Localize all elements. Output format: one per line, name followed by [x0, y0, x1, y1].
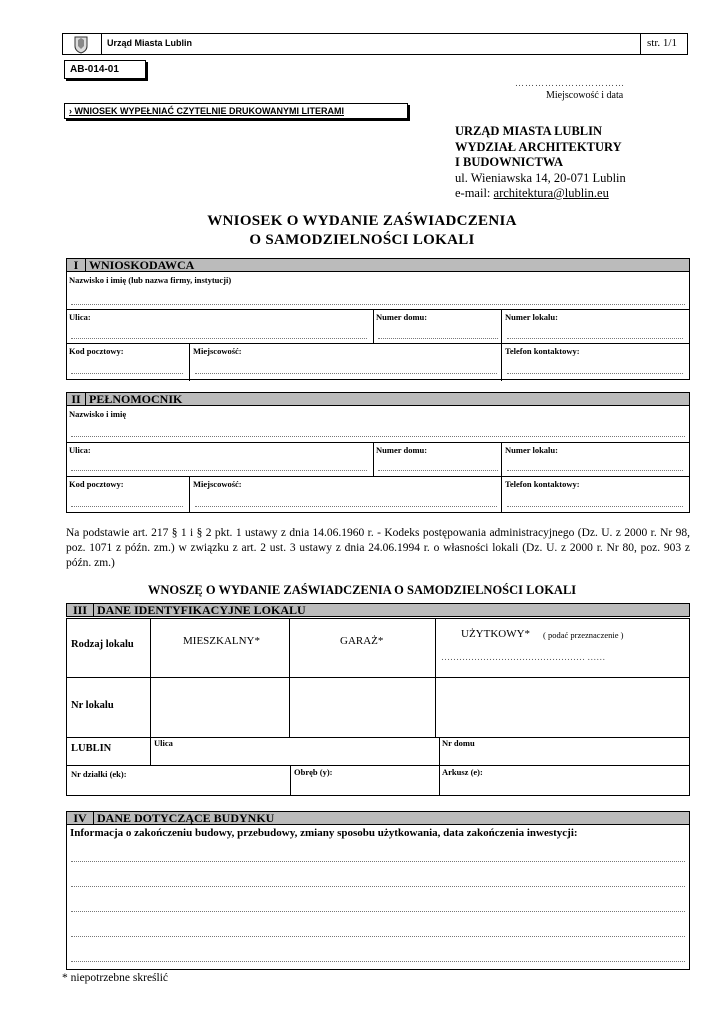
sheet-label: Arkusz (e):: [442, 767, 483, 777]
email-prefix: e-mail:: [455, 186, 494, 200]
section-3-number: III: [72, 603, 87, 617]
title-line-1: WNIOSEK O WYDANIE ZAŚWIADCZENIA: [207, 213, 517, 229]
proxy-house-label: Numer domu:: [376, 445, 428, 455]
commercial-purpose-field[interactable]: ………………………………………… ……: [441, 652, 606, 662]
city-lublin-label: LUBLIN: [71, 743, 112, 754]
applicant-city-label: Miejscowość:: [193, 346, 242, 356]
section-3-table: [66, 618, 690, 796]
proxy-flat-label: Numer lokalu:: [505, 445, 558, 455]
request-heading: WNOSZĘ O WYDANIE ZAŚWIADCZENIA O SAMODZIELNOŚCI LOKALI: [147, 583, 577, 597]
proxy-name-field[interactable]: [71, 436, 685, 437]
address-line-3: I BUDOWNICTWA: [455, 155, 564, 169]
address-line-2: WYDZIAŁ ARCHITEKTURY: [455, 139, 622, 154]
applicant-phone-label: Telefon kontaktowy:: [505, 346, 580, 356]
fill-notice: › WNIOSEK WYPEŁNIAĆ CZYTELNIE DRUKOWANYMI LITERAMI: [64, 103, 408, 119]
section-2-number: II: [71, 392, 81, 406]
type-residential-option[interactable]: MIESZKALNY*: [183, 635, 260, 647]
section-1-table: [66, 271, 690, 380]
title-line-2: O SAMODZIELNOŚCI LOKALI: [249, 232, 475, 248]
applicant-street-field[interactable]: [71, 338, 367, 339]
section-2-title: PEŁNOMOCNIK: [89, 392, 183, 406]
applicant-flat-field[interactable]: [507, 338, 683, 339]
building-info-line-4[interactable]: [71, 936, 685, 937]
section-1-number: I: [73, 258, 79, 272]
proxy-city-field[interactable]: [195, 506, 497, 507]
premises-type-label: Rodzaj lokalu: [71, 639, 134, 650]
applicant-postal-label: Kod pocztowy:: [69, 346, 124, 356]
applicant-name-field[interactable]: [71, 304, 685, 305]
section-1-header: [66, 258, 690, 272]
address-line-1: URZĄD MIASTA LUBLIN: [455, 124, 603, 138]
proxy-phone-label: Telefon kontaktowy:: [505, 479, 580, 489]
section-3-header: [66, 603, 690, 617]
applicant-house-field[interactable]: [378, 338, 498, 339]
footnote: * niepotrzebne skreślić: [62, 972, 169, 984]
recipient-address: [455, 124, 626, 202]
header-bar: [62, 33, 688, 55]
proxy-name-label: Nazwisko i imię: [69, 409, 127, 419]
form-code: AB-014-01: [64, 60, 146, 79]
applicant-street-label: Ulica:: [69, 312, 91, 322]
type-commercial-option[interactable]: UŻYTKOWY*: [461, 628, 531, 640]
proxy-flat-field[interactable]: [507, 470, 683, 471]
building-info-line-1[interactable]: [71, 861, 685, 862]
commercial-purpose-note: ( podać przeznaczenie ): [543, 630, 624, 640]
section-4-table: [66, 824, 690, 970]
section-3-title: DANE IDENTYFIKACYJNE LOKALU: [97, 603, 306, 617]
precinct-label: Obręb (y):: [294, 767, 333, 777]
proxy-city-label: Miejscowość:: [193, 479, 242, 489]
premises-street-label: Ulica: [154, 738, 173, 748]
building-info-line-2[interactable]: [71, 886, 685, 887]
proxy-street-field[interactable]: [71, 470, 367, 471]
premises-number-label: Nr lokalu: [71, 700, 114, 711]
building-info-label: Informacja o zakończeniu budowy, przebudowy, zmiany sposobu użytkowania, data zakończenia inwestycji:: [70, 827, 578, 839]
section-4-number: IV: [73, 811, 87, 825]
applicant-house-label: Numer domu:: [376, 312, 428, 322]
address-line-4: ul. Wieniawska 14, 20-071 Lublin: [455, 170, 626, 185]
org-name: Urząd Miasta Lublin: [107, 38, 193, 48]
premises-house-label: Nr domu: [442, 738, 475, 748]
proxy-postal-label: Kod pocztowy:: [69, 479, 124, 489]
place-date-dots[interactable]: ……………………………: [515, 78, 625, 88]
proxy-phone-field[interactable]: [507, 506, 683, 507]
applicant-phone-field[interactable]: [507, 373, 683, 374]
proxy-postal-field[interactable]: [71, 506, 183, 507]
form-title: [0, 212, 724, 250]
proxy-house-field[interactable]: [378, 470, 498, 471]
section-2-header: [66, 392, 690, 406]
building-info-line-5[interactable]: [71, 961, 685, 962]
coat-of-arms-icon: [63, 34, 102, 54]
place-date-label: Miejscowość i data: [546, 90, 624, 101]
section-2-table: [66, 405, 690, 513]
email-link[interactable]: architektura@lublin.eu: [493, 186, 609, 200]
applicant-name-label: Nazwisko i imię (lub nazwa firmy, instytucji): [69, 275, 232, 285]
proxy-street-label: Ulica:: [69, 445, 91, 455]
applicant-flat-label: Numer lokalu:: [505, 312, 558, 322]
address-email-line: [455, 186, 626, 202]
applicant-city-field[interactable]: [195, 373, 497, 374]
type-garage-option[interactable]: GARAŻ*: [340, 635, 384, 647]
section-4-header: [66, 811, 690, 825]
applicant-postal-field[interactable]: [71, 373, 183, 374]
legal-basis-text: Na podstawie art. 217 § 1 i § 2 pkt. 1 ustawy z dnia 14.06.1960 r. - Kodeks postępowania administracyjnego (Dz. U. z 2000 r. Nr 98, poz. 1071 z późn. zm.) w związku z art. 2 ust. 3 ustawy z dnia 24.06.1994 r. o własności lokali (Dz. U. z 2000 r. Nr 80, poz. 903 z późn. zm.): [66, 527, 690, 569]
page-number: str. 1/1: [640, 33, 688, 55]
building-info-line-3[interactable]: [71, 911, 685, 912]
plot-number-label: Nr działki (ek):: [71, 769, 127, 779]
section-4-title: DANE DOTYCZĄCE BUDYNKU: [97, 811, 275, 825]
section-1-title: WNIOSKODAWCA: [89, 258, 195, 272]
